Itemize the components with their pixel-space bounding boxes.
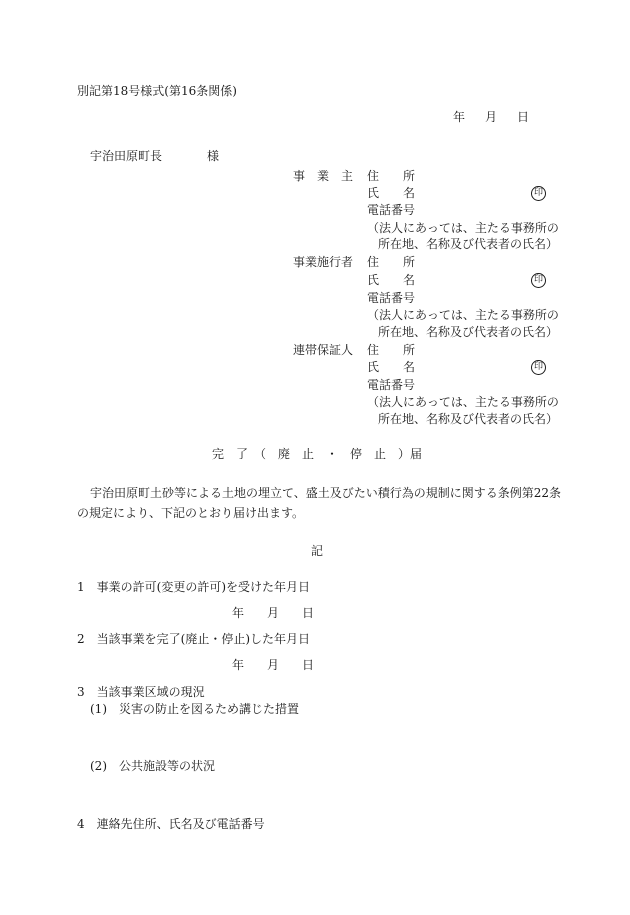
name-label: 氏 名 xyxy=(367,360,416,374)
phone-label: 電話番号 xyxy=(367,378,416,392)
party-role: 事業施行者 xyxy=(293,255,354,269)
date-month-label: 月 xyxy=(485,110,498,124)
item1-month: 月 xyxy=(267,606,280,620)
address-label: 住 所 xyxy=(367,169,416,183)
party-role: 事 業 主 xyxy=(293,169,354,183)
item1-day: 日 xyxy=(302,606,315,620)
date-day-label: 日 xyxy=(517,110,530,124)
item-2: 2 当該事業を完了(廃止・停止)した年月日 xyxy=(77,632,310,646)
item2-month: 月 xyxy=(267,658,280,672)
item2-year: 年 xyxy=(232,658,245,672)
addressee-honorific: 様 xyxy=(207,149,220,163)
seal-mark: 印 xyxy=(531,360,546,375)
seal-mark: 印 xyxy=(531,186,546,201)
name-label: 氏 名 xyxy=(367,186,416,200)
corporate-note-line2: 所在地、名称及び代表者の氏名） xyxy=(378,325,559,339)
corporate-note-line2: 所在地、名称及び代表者の氏名） xyxy=(378,237,559,251)
item1-year: 年 xyxy=(232,606,245,620)
item2-day: 日 xyxy=(302,658,315,672)
date-year-label: 年 xyxy=(453,110,466,124)
address-label: 住 所 xyxy=(367,255,416,269)
corporate-note-line1: （法人にあっては、主たる事務所の xyxy=(367,221,559,235)
corporate-note-line1: （法人にあっては、主たる事務所の xyxy=(367,395,559,409)
item-1: 1 事業の許可(変更の許可)を受けた年月日 xyxy=(77,580,310,594)
address-label: 住 所 xyxy=(367,343,416,357)
seal-mark: 印 xyxy=(531,273,546,288)
document-title: 完 了 （ 廃 止 ・ 停 止 ）届 xyxy=(212,447,423,461)
phone-label: 電話番号 xyxy=(367,291,416,305)
item-3-sub-1: (1) 災害の防止を図るため講じた措置 xyxy=(90,702,299,716)
addressee-name: 宇治田原町長 xyxy=(90,149,163,163)
party-role: 連帯保証人 xyxy=(293,343,354,357)
form-reference: 別記第18号様式(第16条関係) xyxy=(77,84,237,98)
phone-label: 電話番号 xyxy=(367,203,416,217)
body-text-line2: の規定により、下記のとおり届け出ます。 xyxy=(77,506,305,520)
ki-heading: 記 xyxy=(311,544,324,558)
item-3: 3 当該事業区域の現況 xyxy=(77,685,205,699)
item-3-sub-2: (2) 公共施設等の状況 xyxy=(90,759,215,773)
name-label: 氏 名 xyxy=(367,273,416,287)
corporate-note-line2: 所在地、名称及び代表者の氏名） xyxy=(378,412,559,426)
item-4: 4 連絡先住所、氏名及び電話番号 xyxy=(77,817,265,831)
corporate-note-line1: （法人にあっては、主たる事務所の xyxy=(367,308,559,322)
body-text-line1: 宇治田原町土砂等による土地の埋立て、盛土及びたい積行為の規制に関する条例第22条 xyxy=(90,486,562,500)
